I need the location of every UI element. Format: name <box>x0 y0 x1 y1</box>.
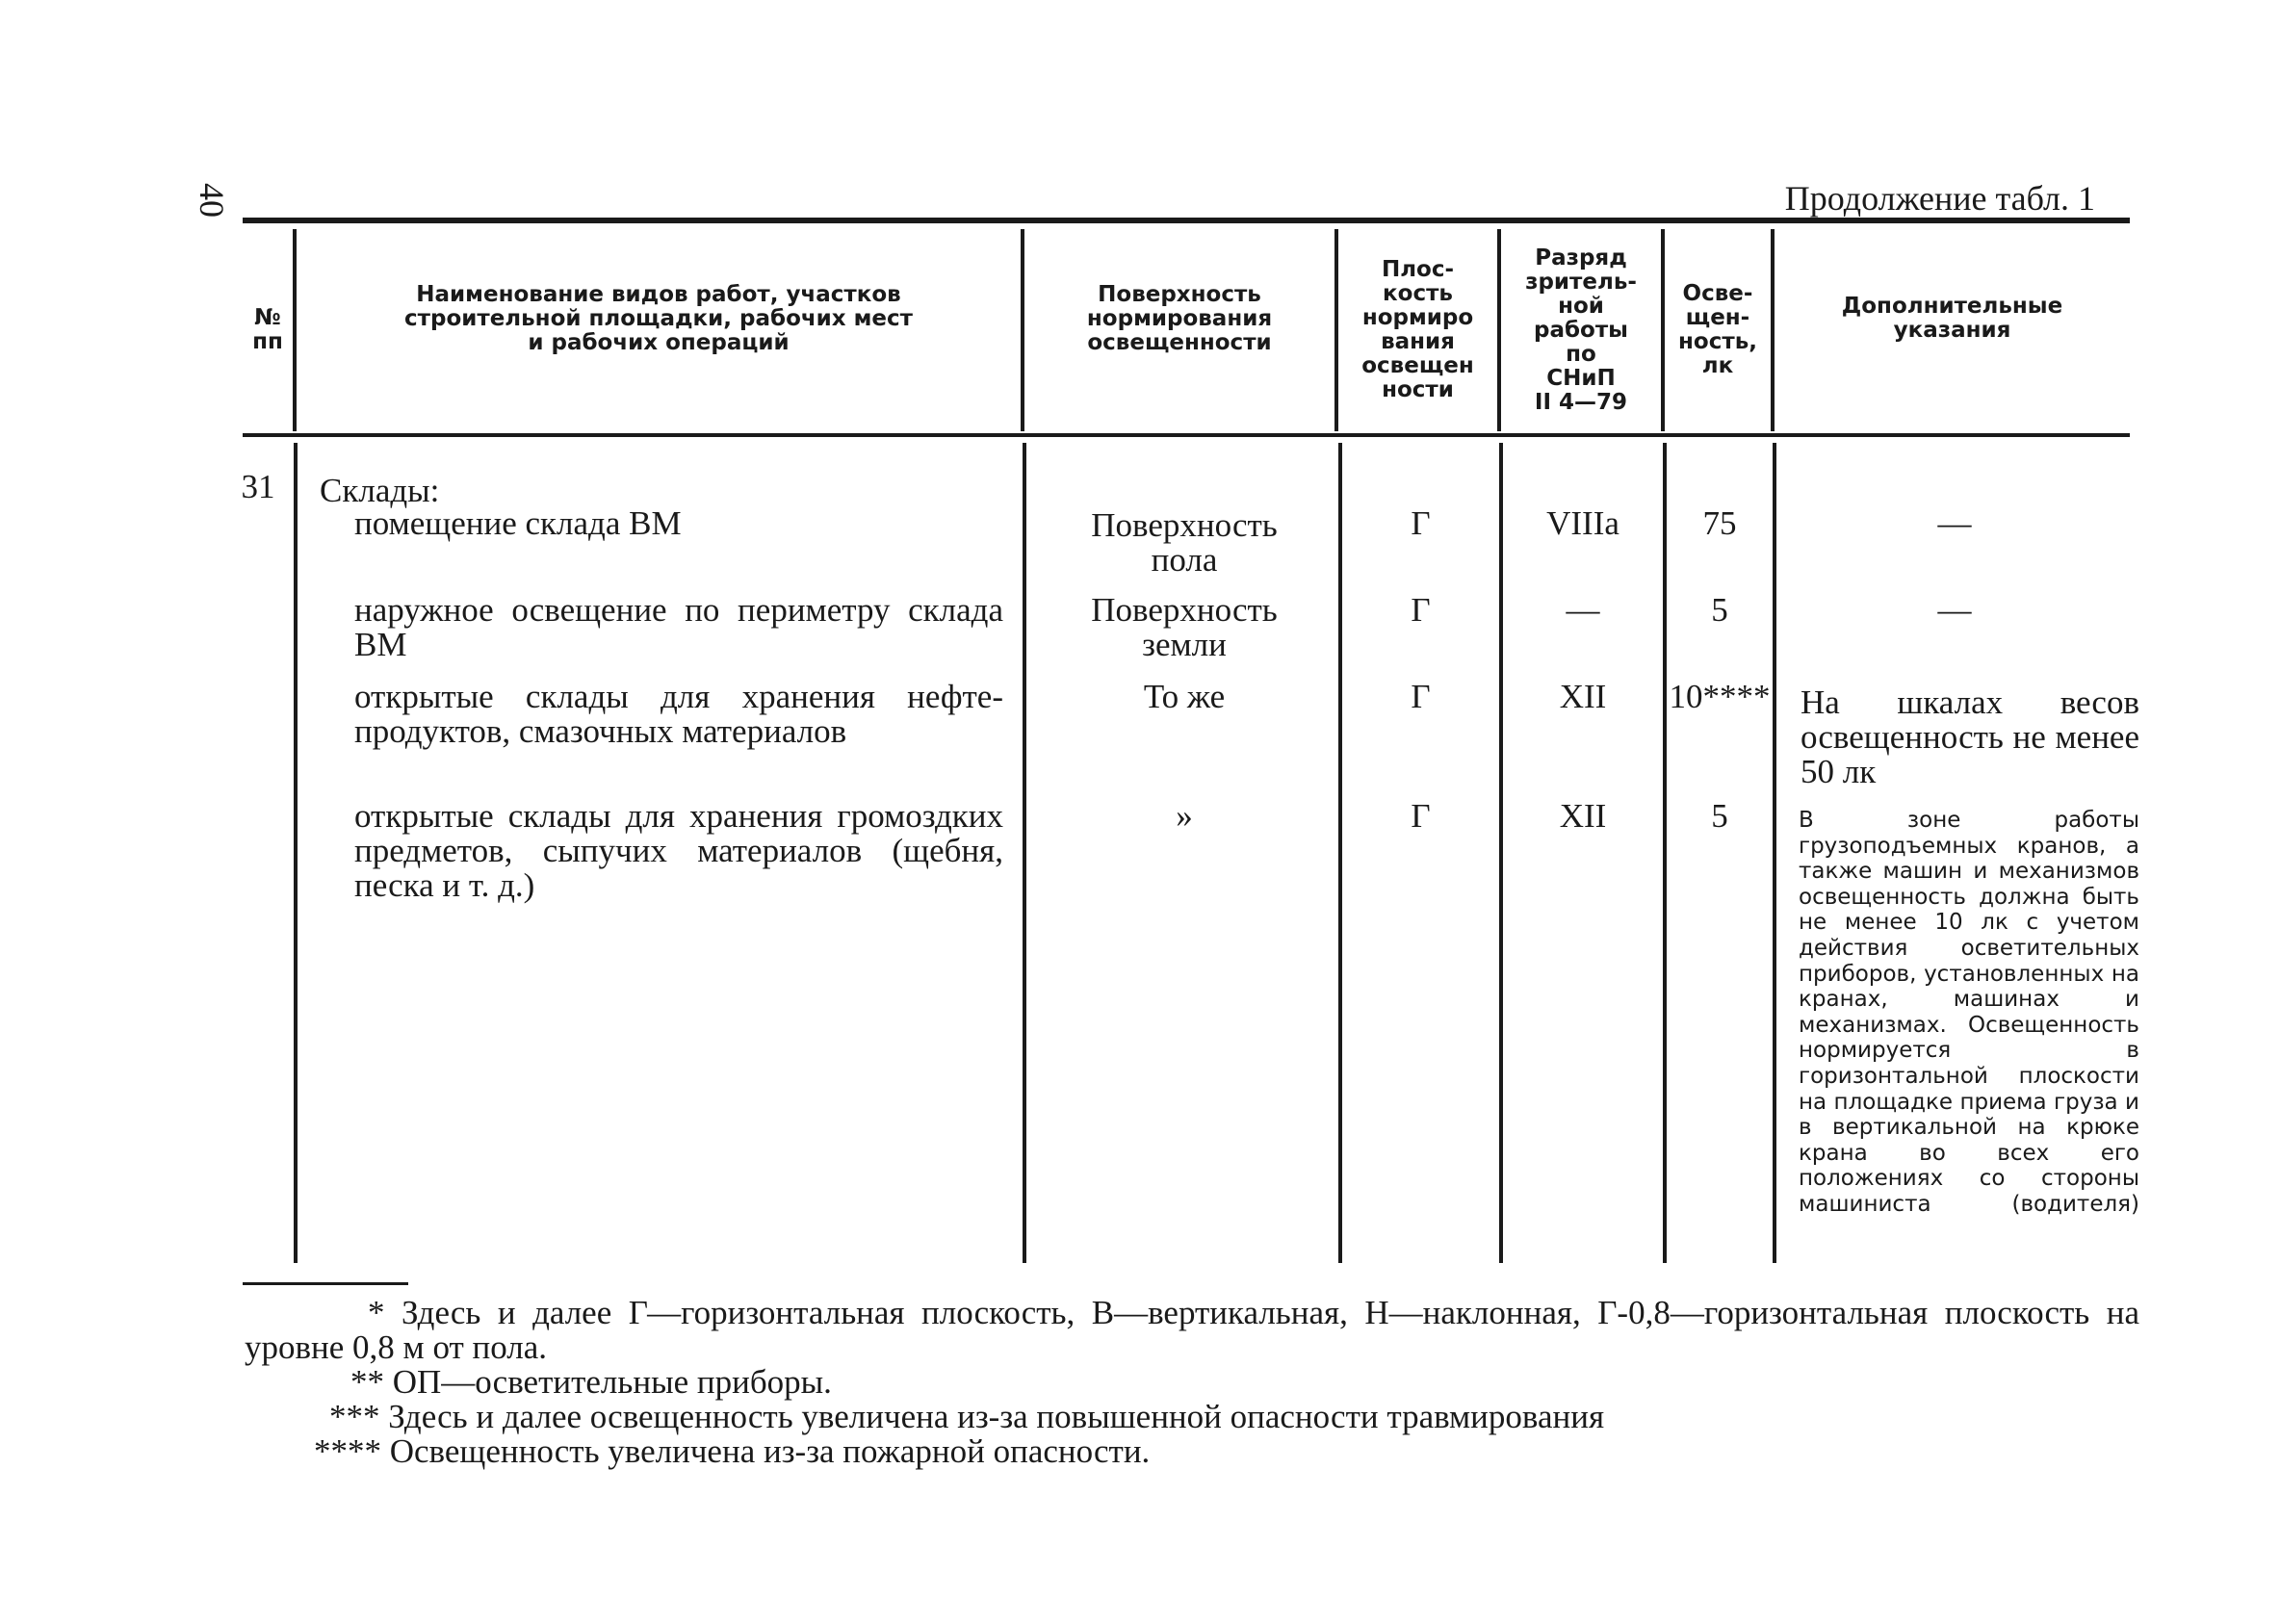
row-plane: Г <box>1411 797 1431 835</box>
body-col-divider <box>1773 443 1776 1263</box>
row-category: XII <box>1559 797 1607 835</box>
header-num: № пп <box>252 305 283 354</box>
row-name: открытые склады для хранения нефте-продуктов, смазочных материалов <box>354 678 1003 750</box>
row-name: наружное освещение по периметру склада ВМ <box>354 591 1003 663</box>
continuation-label: Продолжение табл. 1 <box>1784 179 2095 218</box>
body-col-divider <box>1338 443 1342 1263</box>
row-name: открытые склады для хранения громоздких предметов, сыпучих материалов (щебня, песка и т. д.) <box>354 797 1003 904</box>
row-plane: Г <box>1411 504 1431 542</box>
header-plane: Плос- кость нормиро вания освещен ности <box>1361 257 1474 402</box>
header-name: Наименование видов работ, участков строительной площадки, рабочих мест и рабочих операций <box>404 281 913 355</box>
body-col-divider <box>1023 443 1026 1263</box>
header-category: Разряд зритель- ной работы по СНиП II 4—79 <box>1525 245 1637 415</box>
row-number: 31 <box>241 468 275 505</box>
row-lux: 75 <box>1702 504 1737 542</box>
body-col-divider <box>294 443 298 1263</box>
header-surface: Поверхность нормирования освещенности <box>1086 281 1273 355</box>
row-lux: 5 <box>1711 591 1728 629</box>
row-name: помещение склада ВМ <box>354 504 682 542</box>
row-lux: 10**** <box>1669 678 1771 715</box>
row-notes: — <box>1937 504 1972 542</box>
table-top-rule <box>243 218 2130 223</box>
row-notes: На шкалах весов освещенность не менее 50 лк <box>1801 683 2139 790</box>
footnote-2: ** ОП—осветительные приборы. <box>350 1363 832 1401</box>
row-category: — <box>1566 591 1600 629</box>
body-col-divider <box>1663 443 1667 1263</box>
row-plane: Г <box>1411 591 1431 629</box>
footnote-4: **** Освещенность увеличена из-за пожарной опасности. <box>314 1432 1151 1470</box>
row-notes: — <box>1937 591 1972 629</box>
footnote-1: * Здесь и далее Г—горизонтальная плоскость, В—вертикальная, Н—наклонная, Г-0,8—горизонтальная плоскость на уровне 0,8 м от пола. <box>245 1294 2139 1366</box>
body-col-divider <box>1499 443 1503 1263</box>
group-title: Склады: <box>320 472 440 509</box>
row-surface: » <box>1176 797 1193 835</box>
footnote-rule <box>243 1282 408 1285</box>
row-plane: Г <box>1411 678 1431 715</box>
row-surface: Поверхность земли <box>1091 591 1278 663</box>
footnote-3: *** Здесь и далее освещенность увеличена из-за повышенной опасности травмирования <box>329 1398 1605 1435</box>
row-category: VIIIа <box>1546 504 1619 542</box>
header-notes: Дополнительные указания <box>1841 294 2063 343</box>
row-surface: То же <box>1143 678 1226 715</box>
header-lux: Осве- щен- ность, лк <box>1678 281 1757 378</box>
row-notes: В зоне работы грузоподъемных кранов, а также машин и механизмов освещенность должна быть не менее 10 лк с учетом действия осветительных приборов, установленных на кранах, машинах и механизмах. Освещенность нормируется в горизонтальной плоскости на площадке приема груза и в вертикальной на крюке крана во всех его положениях со стороны машиниста (водителя) <box>1799 808 2139 1217</box>
header-bottom-rule <box>243 433 2130 437</box>
row-category: XII <box>1559 678 1607 715</box>
row-surface: Поверхность пола <box>1091 506 1278 579</box>
row-lux: 5 <box>1711 797 1728 835</box>
page-number: 40 <box>193 183 231 218</box>
